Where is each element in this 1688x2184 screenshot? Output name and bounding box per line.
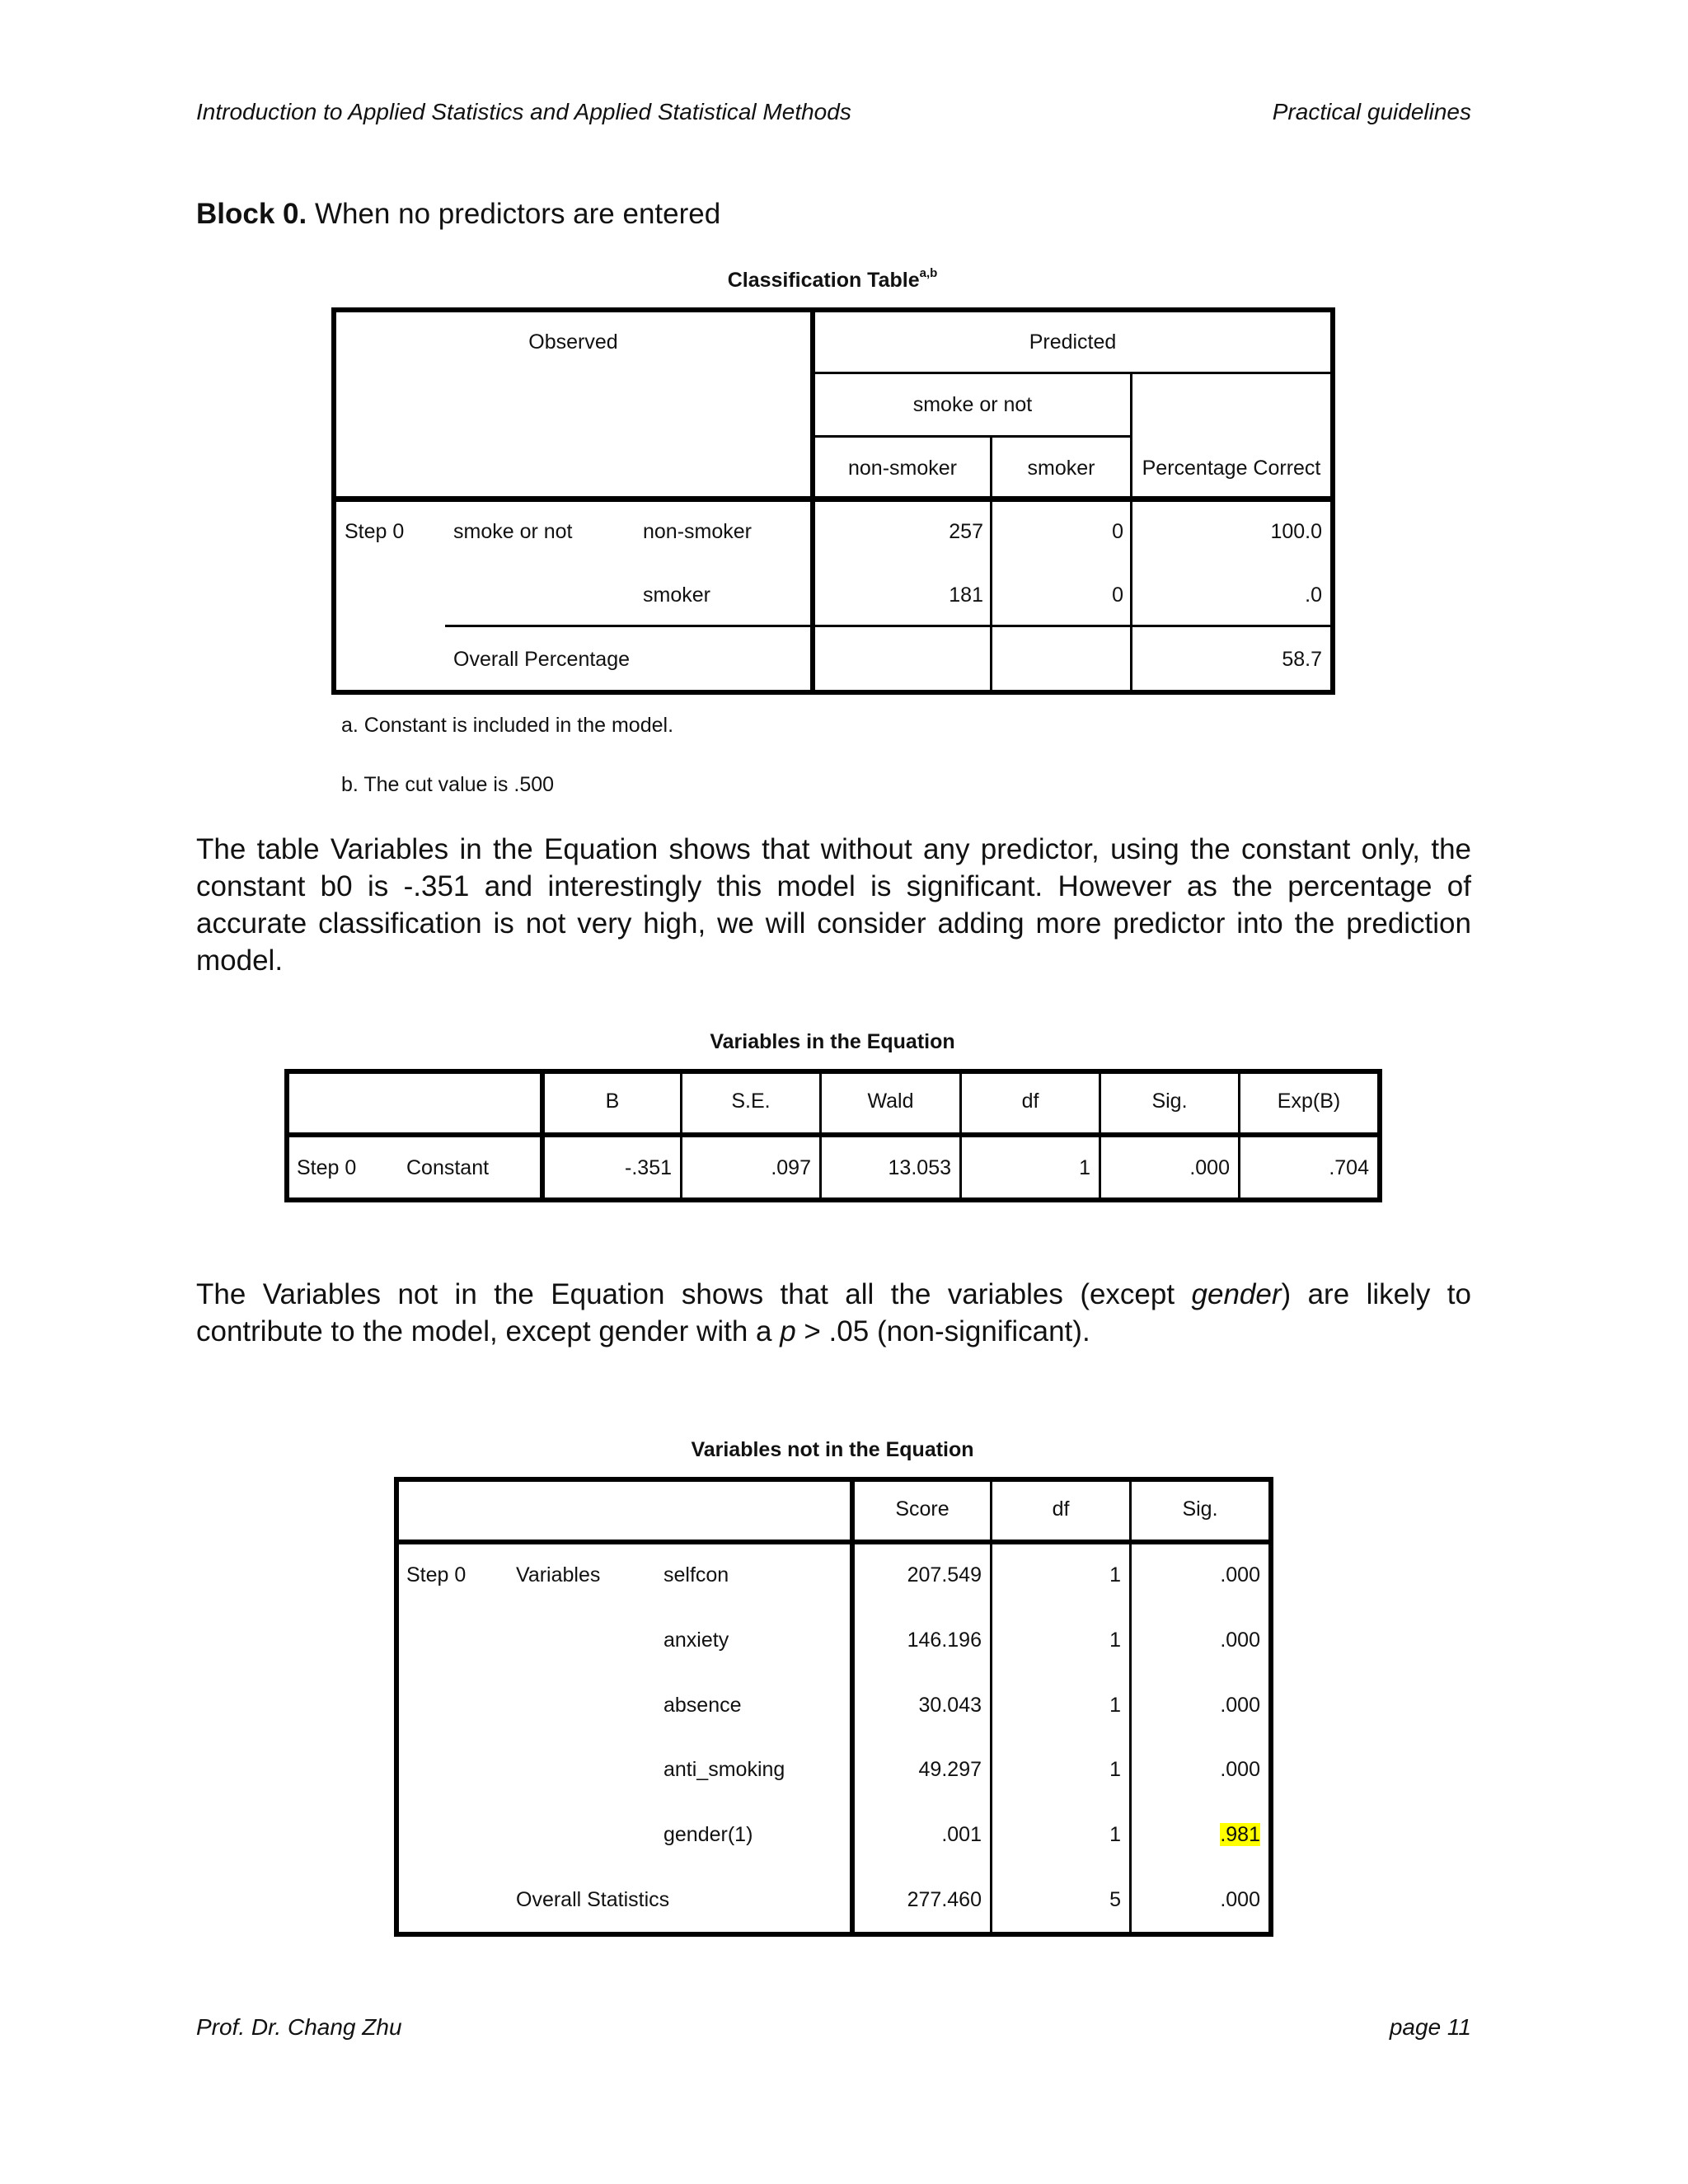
overall-statistics-label: Overall Statistics [516, 1888, 670, 1911]
overall-df: 5 [1109, 1888, 1121, 1911]
variable-score: 49.297 [918, 1758, 982, 1781]
header-df: df [1021, 1090, 1039, 1113]
header-score: Score [895, 1497, 950, 1521]
classification-table-title [577, 266, 1088, 293]
value-se: .097 [771, 1156, 811, 1179]
value-wald: 13.053 [888, 1156, 951, 1179]
row-label: non-smoker [643, 520, 752, 543]
step-label: Step 0 [406, 1563, 467, 1586]
overall-score: 277.460 [907, 1888, 982, 1911]
value-b: -.351 [625, 1156, 672, 1179]
paragraph-variables-not-in-equation: The Variables not in the Equation shows that all the variables (except gender) are likely to contribute to the model, except gender with a p > .05 (non-significant). [196, 1278, 1471, 1347]
variable-name: absence [663, 1694, 742, 1717]
percentage-correct-header: Percentage Correct [1142, 457, 1321, 480]
variable-sig: .000 [1220, 1563, 1260, 1586]
classification-table-title-text: Classification Table [727, 269, 920, 292]
variable-score: 146.196 [907, 1629, 982, 1652]
vnie-table-title: Variables not in the Equation [691, 1438, 974, 1461]
value-df: 1 [1079, 1156, 1090, 1179]
section-heading-text: When no predictors are entered [314, 198, 721, 230]
variable-df: 1 [1109, 1629, 1121, 1652]
variable-name: anti_smoking [663, 1758, 785, 1781]
value-sig: .000 [1189, 1156, 1230, 1179]
variable-sig-highlighted [1132, 1802, 1260, 1867]
section-heading-bold: Block 0. [196, 198, 307, 230]
classification-table-title-sup: a,b [919, 266, 938, 280]
smoker-count: 0 [1112, 520, 1123, 543]
highlighted-sig-value: .981 [1220, 1823, 1260, 1846]
variable-df: 1 [1109, 1823, 1121, 1846]
header-sig: Sig. [1151, 1090, 1188, 1113]
header-df: df [1052, 1497, 1070, 1521]
header-b: B [605, 1090, 620, 1113]
variable-score: .001 [941, 1823, 982, 1846]
nonsmoker-column-header: non-smoker [848, 457, 957, 480]
row-variable-label: smoke or not [453, 520, 573, 543]
smoker-column-header: smoker [1027, 457, 1095, 480]
smoker-count: 0 [1112, 583, 1123, 607]
header-sig: Sig. [1182, 1497, 1218, 1521]
nonsmoker-count: 181 [949, 583, 983, 607]
overall-percentage-label: Overall Percentage [453, 648, 631, 671]
constant-label: Constant [406, 1156, 490, 1179]
vie-table-title: Variables in the Equation [710, 1030, 955, 1053]
variable-score: 30.043 [918, 1694, 982, 1717]
table-note-a: a. Constant is included in the model. [341, 714, 674, 737]
step-label: Step 0 [345, 520, 405, 543]
variable-df: 1 [1109, 1694, 1121, 1717]
observed-header: Observed [528, 330, 618, 354]
variable-df: 1 [1109, 1758, 1121, 1781]
percentage-correct: 100.0 [1270, 520, 1322, 543]
overall-sig: .000 [1220, 1888, 1260, 1911]
variable-sig: .000 [1220, 1694, 1260, 1717]
variable-name: gender(1) [663, 1823, 753, 1846]
step-label: Step 0 [297, 1156, 357, 1179]
variable-score: 207.549 [907, 1563, 982, 1586]
footer-author: Prof. Dr. Chang Zhu [196, 2014, 402, 2040]
running-header-title: Introduction to Applied Statistics and Applied Statistical Methods [196, 99, 851, 124]
variable-sig: .000 [1220, 1629, 1260, 1652]
running-header-section: Practical guidelines [1272, 99, 1471, 124]
variable-name: selfcon [663, 1563, 729, 1586]
variable-df: 1 [1109, 1563, 1121, 1586]
footer-page-number: page 11 [1389, 2014, 1471, 2040]
paragraph-variables-in-equation: The table Variables in the Equation shows that without any predictor, using the constant only, the constant b0 is -.351 and interestingly this model is significant. However as the percentage of accurate classification is not very high, we will consider adding more predictor into the prediction model. [196, 833, 1471, 977]
percentage-correct: .0 [1305, 583, 1322, 607]
overall-percentage-value: 58.7 [1282, 648, 1322, 671]
smoke-or-not-header: smoke or not [912, 393, 1033, 416]
value-expb: .704 [1329, 1156, 1369, 1179]
nonsmoker-count: 257 [949, 520, 983, 543]
table-note-b: b. The cut value is .500 [341, 773, 555, 796]
header-expb: Exp(B) [1277, 1090, 1341, 1113]
predicted-header: Predicted [1029, 330, 1117, 354]
variable-sig: .000 [1220, 1758, 1260, 1781]
variables-group-label: Variables [516, 1563, 601, 1586]
section-heading [196, 198, 720, 231]
row-label: smoker [643, 583, 710, 607]
header-wald: Wald [867, 1090, 914, 1113]
header-se: S.E. [731, 1090, 771, 1113]
variable-name: anxiety [663, 1629, 729, 1652]
